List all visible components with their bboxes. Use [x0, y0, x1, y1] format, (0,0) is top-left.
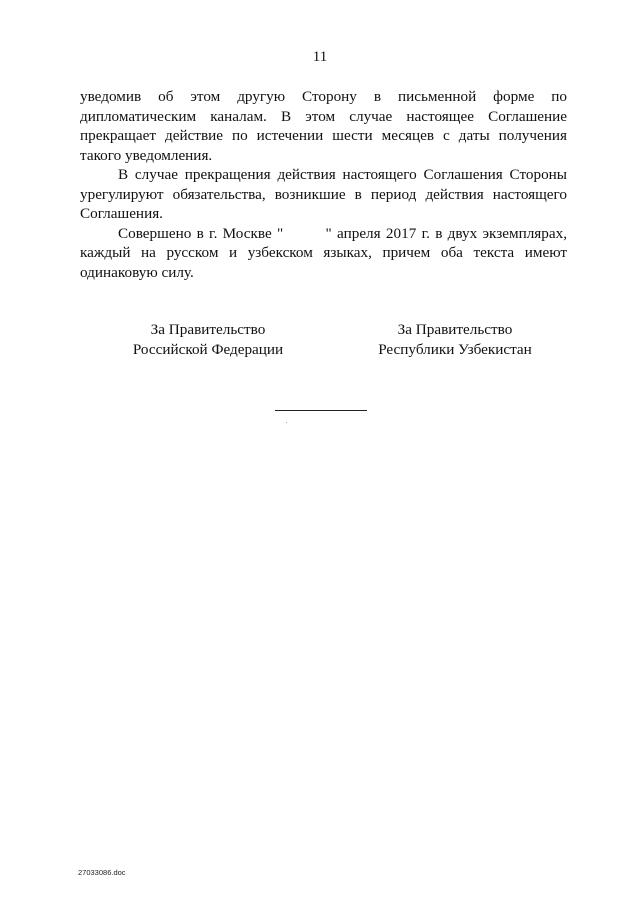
- signature-block-russia: [108, 320, 308, 360]
- footer-filename: 27033086.doc: [78, 868, 126, 877]
- signature-russia-line2: Российской Федерации: [132, 341, 284, 358]
- signature-uzbekistan-line2: Республики Узбекистан: [378, 341, 532, 358]
- page-number: 11: [312, 49, 328, 65]
- signature-russia-line1: За Правительство: [150, 321, 266, 338]
- signature-block-uzbekistan: [355, 320, 555, 360]
- scan-dot: [286, 422, 287, 423]
- signature-uzbekistan-line1: За Правительство: [397, 321, 513, 338]
- paragraph-done-in-moscow: Совершено в г. Москве " " апреля 2017 г. в двух экземплярах, каждый на русском и узбекском языках, причем оба текста имеют одинаковую силу.: [80, 224, 571, 281]
- paragraph-notification: уведомив об этом другую Сторону в письменной форме по дипломатическим каналам. В этом случае настоящее Соглашение прекращает действие по истечении шести месяцев с даты получения такого уведомления.: [80, 88, 567, 164]
- body-text: [80, 87, 571, 282]
- end-separator-line: [275, 410, 367, 411]
- paragraph-termination: В случае прекращения действия настоящего Соглашения Стороны урегулируют обязательства, возникшие в период действия настоящего Соглашения.: [80, 166, 567, 222]
